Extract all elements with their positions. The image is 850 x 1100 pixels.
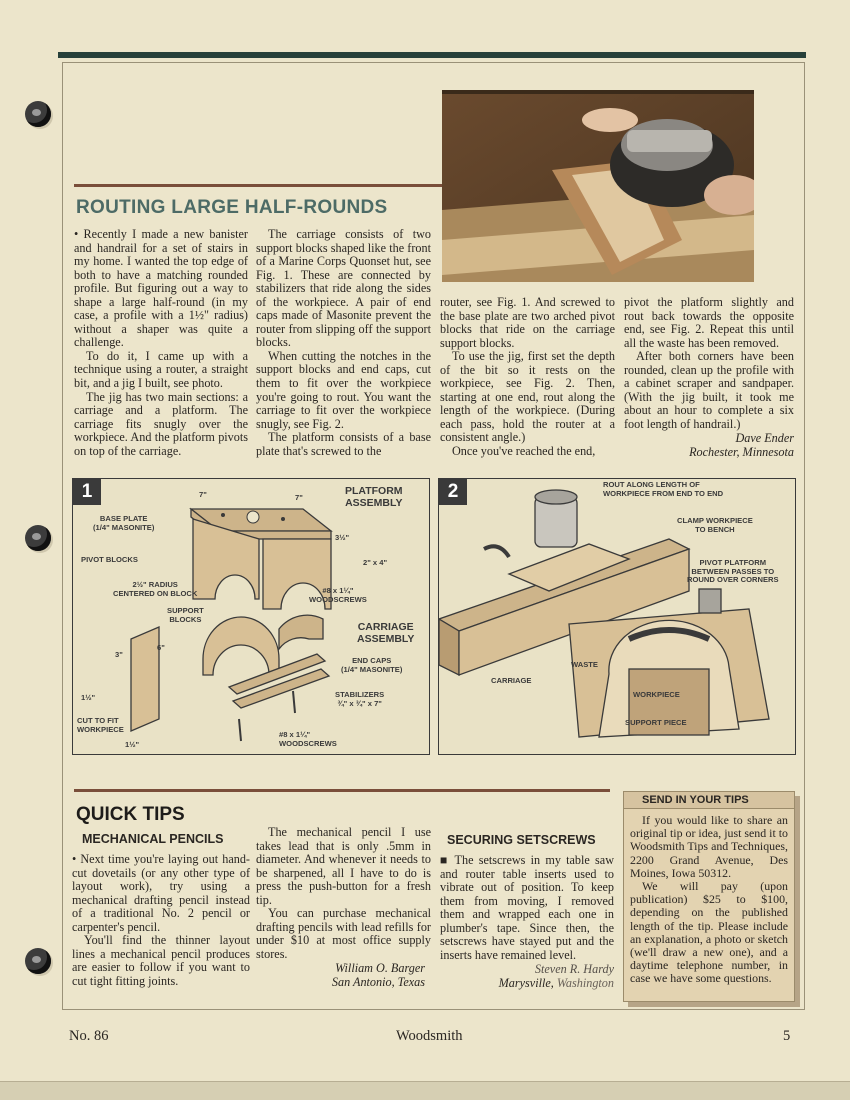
label-carriage-assembly: CARRIAGE ASSEMBLY xyxy=(357,621,415,645)
tip2-location xyxy=(440,977,614,991)
label-pivot-blocks: PIVOT BLOCKS xyxy=(81,555,138,564)
label-pivot-platform: PIVOT PLATFORM BETWEEN PASSES TO ROUND OVER CORNERS xyxy=(687,558,779,585)
paragraph: • Recently I made a new banister and handrail for a set of stairs in my home. I wanted the top edge of both to have a matching rounded profile. But figuring out a way to shape a large half-round (in my case, a profile with a 1½" radius) without a shaper was quite a challenge. xyxy=(74,227,248,350)
label-carriage: CARRIAGE xyxy=(491,676,532,685)
label-dim-1half-a: 1½" xyxy=(81,693,96,702)
paragraph: Once you've reached the end, xyxy=(452,444,596,459)
paragraph: If you would like to share an original tip or idea, just send it to Woodsmith Tips and Techniques, 2200 Grand Avenue, Des Moines, Iowa 50312. xyxy=(630,813,788,880)
tip2-location-town: Marysville, xyxy=(498,975,554,990)
label-dim-1half-b: 1½" xyxy=(125,740,140,749)
tip2-heading: SECURING SETSCREWS xyxy=(447,833,596,847)
label-base-plate: BASE PLATE (1/4" MASONITE) xyxy=(93,514,155,532)
tip1-heading: MECHANICAL PENCILS xyxy=(82,832,224,846)
paragraph: To use the jig, first set the depth of the bit so it rests on the workpiece, see Fig. 2. Then, starting at one end, rout along the length of the workpiece. (During each pass, hold the router at a consistent angle.) xyxy=(440,349,615,445)
issue-number: No. 86 xyxy=(69,1028,109,1044)
figure-1 xyxy=(72,478,430,755)
tip2-location-state: Washington xyxy=(556,975,614,990)
tip1-column-2 xyxy=(256,826,431,990)
label-radius: 2½" RADIUS CENTERED ON BLOCK xyxy=(113,580,198,598)
label-waste: WASTE xyxy=(571,660,599,669)
paragraph: After both corners have been rounded, clean up the profile with a cabinet scraper and sandpaper. (With the jig built, it took me about an hour to complete a six foot length of handrail.) xyxy=(624,349,794,431)
article-column-3 xyxy=(440,296,615,459)
quick-tips-rule xyxy=(74,789,610,792)
tip1-author: William O. Barger xyxy=(335,961,425,976)
paragraph: The jig has two main sections: a carriage and a platform. The carriage fits snugly over the workpiece. And the platform pivots on top of the carriage. xyxy=(74,389,248,458)
label-platform-assembly: PLATFORM ASSEMBLY xyxy=(345,485,403,509)
label-dim-2x4: 2" x 4" xyxy=(363,558,388,567)
page-number: 5 xyxy=(783,1028,791,1044)
paragraph: When cutting the notches in the support blocks and end caps, cut them to fit over the workpiece you're going to rout. You want the carriage to fit over the workpiece snugly, see Fig. 2. xyxy=(256,348,431,431)
label-dim-3half: 3½" xyxy=(335,533,350,542)
magazine-name: Woodsmith xyxy=(396,1028,463,1044)
article-column-2 xyxy=(256,228,431,458)
paragraph: The platform consists of a base plate that's screwed to the xyxy=(256,430,431,458)
label-cut-to-fit: CUT TO FIT WORKPIECE xyxy=(77,716,124,734)
label-woodscrews-top: #8 x 1¼" WOODSCREWS xyxy=(309,586,367,604)
label-dim-3: 3" xyxy=(115,650,123,659)
paragraph: The mechanical pencil I use takes lead that is only .5mm in diameter. And whenever it needs to be sharpened, all I have to do is press the push-button for a fresh tip. xyxy=(256,825,431,907)
send-tips-box xyxy=(623,791,795,1002)
paragraph: You can purchase mechanical drafting pencils with lead refills for under $10 at most office supply stores. xyxy=(256,906,431,961)
paragraph: router, see Fig. 1. And screwed to the base plate are two arched pivot blocks that ride on the carriage support blocks. xyxy=(440,295,615,350)
paragraph: You'll find the thinner layout lines a mechanical pencil produces are easier to follow if you want to cut tight fitting joints. xyxy=(72,933,250,988)
tip2-column xyxy=(440,854,614,990)
paragraph: The carriage consists of two support blocks shaped like the front of a Marine Corps Quonset hut, see Fig. 1. These are connected by stabilizers that ride along the sides of the workpiece. A pair of end caps made of Masonite prevent the router from slipping off the support blocks. xyxy=(256,227,431,350)
article-column-4 xyxy=(624,296,794,460)
tip2-author: Steven R. Hardy xyxy=(534,962,614,977)
paragraph: pivot the platform slightly and rout back towards the opposite end, see Fig. 2. Repeat this until all the waste has been removed. xyxy=(624,295,794,350)
top-rule xyxy=(58,52,806,58)
tip1-location: San Antonio, Texas xyxy=(331,975,425,990)
figure-number: 2 xyxy=(439,479,468,506)
label-workpiece: WORKPIECE xyxy=(633,690,680,699)
paragraph: ■ The setscrews in my table saw and router table inserts used to vibrate out of position. To keep them from moving, I removed them and wrapped each one in plumber's tape. Since then, the setscrews have stayed put and the inserts have remained level. xyxy=(440,853,614,962)
label-clamp-workpiece: CLAMP WORKPIECE TO BENCH xyxy=(677,516,753,534)
label-woodscrews-bottom: #8 x 1¼" WOODSCREWS xyxy=(279,730,337,748)
label-support-blocks: SUPPORT BLOCKS xyxy=(167,606,204,624)
tip1-column-1 xyxy=(72,853,250,988)
label-stabilizers: STABILIZERS ¾" x ¾" x 7" xyxy=(335,690,385,708)
paragraph: • Next time you're laying out hand-cut dovetails (or any other type of layout work), try using a mechanical drafting pencil instead of a traditional No. 2 pencil or carpenter's pencil. xyxy=(72,852,250,934)
figure-2 xyxy=(438,478,796,755)
send-tips-body xyxy=(630,814,788,986)
binder-hole-icon xyxy=(25,948,51,974)
label-dim-7a: 7" xyxy=(199,490,207,499)
author-location: Rochester, Minnesota xyxy=(689,445,794,460)
router-jig-photo xyxy=(442,90,754,282)
paragraph: We will pay (upon publication) $25 to $100, depending on the published length of the tip. Please include an explanation, a photo or sketch (we'll draw a new one), and a daytime telephone number, in case we have some questions. xyxy=(630,879,788,986)
label-dim-6: 6" xyxy=(157,643,165,652)
figure-number: 1 xyxy=(73,479,102,506)
label-dim-7b: 7" xyxy=(295,493,303,502)
article-title: ROUTING LARGE HALF-ROUNDS xyxy=(76,197,388,218)
binder-hole-icon xyxy=(25,525,51,551)
label-support-piece: SUPPORT PIECE xyxy=(625,718,687,727)
section-rule xyxy=(74,184,442,187)
label-rout-along: ROUT ALONG LENGTH OF WORKPIECE FROM END TO END xyxy=(603,480,724,498)
label-end-caps: END CAPS (1/4" MASONITE) xyxy=(341,656,403,674)
page-bottom-edge xyxy=(0,1081,850,1100)
binder-hole-icon xyxy=(25,101,51,127)
author-name: Dave Ender xyxy=(735,431,794,446)
quick-tips-title: QUICK TIPS xyxy=(76,804,185,825)
send-tips-title: SEND IN YOUR TIPS xyxy=(624,792,794,809)
paragraph: To do it, I came up with a technique using a router, a straight bit, and a jig I built, see photo. xyxy=(74,348,248,391)
article-column-1 xyxy=(74,228,248,458)
